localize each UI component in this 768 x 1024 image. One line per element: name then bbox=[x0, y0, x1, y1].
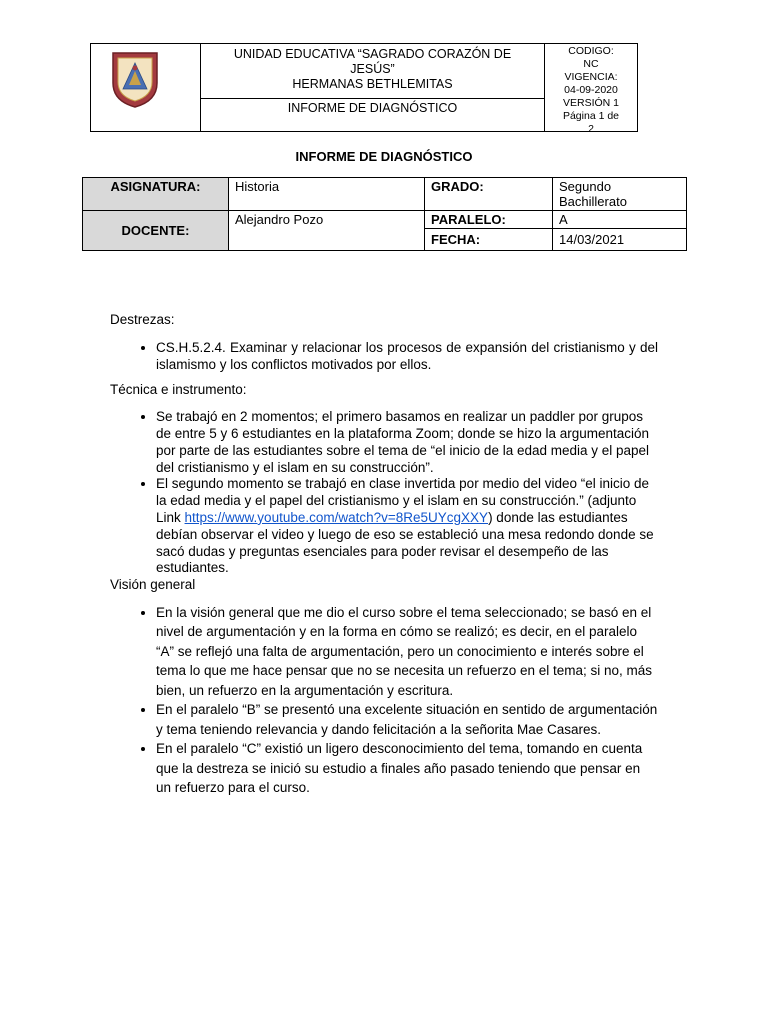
congregation-name: HERMANAS BETHLEMITAS bbox=[292, 77, 453, 91]
fecha-value: 14/03/2021 bbox=[553, 229, 687, 251]
destrezas-heading: Destrezas: bbox=[110, 312, 175, 327]
logo-cell bbox=[91, 44, 201, 131]
institution-name-line1: UNIDAD EDUCATIVA “SAGRADO CORAZÓN DE bbox=[233, 47, 512, 61]
vigencia-label: VIGENCIA: bbox=[564, 71, 618, 83]
grado-value bbox=[553, 178, 687, 211]
report-body bbox=[110, 312, 658, 798]
version-label: VERSIÓN 1 bbox=[562, 97, 620, 109]
vision-heading: Visión general bbox=[110, 577, 196, 593]
tecnica-item-1: • Se trabajó en 2 momentos; el primero basamos en realizar un paddler por grupos de entre 5 y 6 estudiantes en la plataforma Zoom; donde se hizo la argumentación por parte de las estudiantes sobre el tema de “el inicio de la edad media y el papel del cristianismo y el islam en su construcción”. bbox=[156, 409, 658, 476]
docente-value: Alejandro Pozo bbox=[229, 211, 425, 251]
codigo-value: NC bbox=[583, 58, 599, 70]
vision-item-3: • En el paralelo “C” existió un ligero desconocimiento del tema, tomando en cuenta que la destreza se inició su estudio a finales año pasado teniendo que pensar en un refuerzo para el curso. bbox=[156, 739, 658, 798]
destrezas-list bbox=[110, 340, 658, 374]
grado-label: GRADO: bbox=[425, 178, 553, 211]
header-middle bbox=[201, 44, 545, 131]
fecha-label: FECHA: bbox=[425, 229, 553, 251]
grado-value-line1: Segundo bbox=[559, 179, 612, 194]
docente-label: DOCENTE: bbox=[83, 211, 229, 251]
document-header bbox=[90, 43, 638, 135]
asignatura-label: ASIGNATURA: bbox=[83, 178, 229, 211]
report-name: INFORME DE DIAGNÓSTICO bbox=[287, 101, 458, 115]
info-table bbox=[82, 177, 687, 251]
tecnica-item-2-text-b: ) donde las estudiantes debían observar el video y luego de eso se estableció una mesa redondo donde se sacó dudas y preguntas esenciales para poder revisar el desempeño de las estudiantes. bbox=[156, 509, 654, 576]
tecnica-heading: Técnica e instrumento: bbox=[110, 382, 247, 398]
vigencia-value: 04-09-2020 bbox=[564, 84, 618, 96]
vision-item-2: • En el paralelo “B” se presentó una excelente situación en sentido de argumentación y tema teniendo relevancia y dando felicitación a la señorita Mae Casares. bbox=[156, 700, 658, 739]
paralelo-label: PARALELO: bbox=[425, 211, 553, 229]
tecnica-item-2-text-a: El segundo momento se trabajó en clase invertida por medio del video “el inicio de la edad media y el papel del cristianismo y el islam en su construcción.” (adjunto Link bbox=[156, 476, 650, 525]
tecnica-list bbox=[110, 409, 658, 577]
document-title: INFORME DE DIAGNÓSTICO bbox=[295, 149, 473, 164]
institution-block bbox=[201, 44, 544, 99]
school-crest-icon bbox=[110, 49, 160, 109]
document-control-block bbox=[545, 44, 637, 135]
paralelo-value: A bbox=[553, 211, 687, 229]
tecnica-item-2 bbox=[156, 476, 658, 577]
grado-value-line2: Bachillerato bbox=[559, 194, 627, 209]
asignatura-value: Historia bbox=[229, 178, 425, 211]
page-number-line1: Página 1 de bbox=[562, 110, 620, 122]
page-number-line2: 2 bbox=[588, 123, 594, 135]
codigo-label: CODIGO: bbox=[568, 45, 614, 57]
vision-item-1: • En la visión general que me dio el curso sobre el tema seleccionado; se basó en el nivel de argumentación y en la forma en cómo se realizó; es decir, en el paralelo “A” se reflejó una falta de argumentación, pero un conocimiento e interés sobre el tema lo que me hace pensar que no se necesita un refuerzo en el tema; si no, más bien, un refuerzo en la argumentación y escritura. bbox=[156, 603, 658, 701]
destrezas-item: • CS.H.5.2.4. Examinar y relacionar los procesos de expansión del cristianismo y del islamismo y los conflictos motivados por ellos. bbox=[156, 340, 658, 374]
institution-name-line2: JESÚS” bbox=[350, 62, 395, 76]
video-link[interactable]: https://www.youtube.com/watch?v=8Re5UYcgXXY bbox=[184, 509, 489, 525]
vision-list bbox=[110, 603, 658, 798]
